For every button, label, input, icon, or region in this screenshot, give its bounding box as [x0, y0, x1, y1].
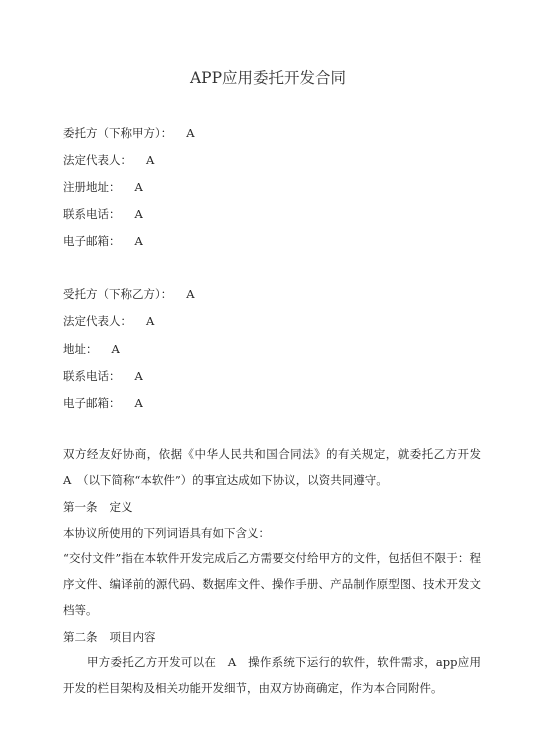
client-label: 委托方（下称甲方）： [63, 126, 173, 140]
client-address-label: 注册地址： [63, 180, 121, 194]
contractor-address-label: 地址： [63, 342, 98, 356]
contract-title: APP应用委托开发合同 [189, 69, 347, 87]
article2-body: 甲方委托乙方开发可以在 A 操作系统下运行的软件，软件需求，app应用开发的栏目架构及相关功能开发细节，由双方协商确定，作为本合同附件。 [63, 655, 481, 695]
article1-intro: 本协议所使用的下列词语具有如下含义： [63, 526, 270, 540]
article2-number: 第二条 [63, 630, 98, 644]
article2-heading [63, 630, 156, 645]
contractor-line [63, 287, 195, 302]
contractor-email-label: 电子邮箱： [63, 396, 121, 410]
contractor-phone-value: A [134, 369, 143, 383]
client-phone-value: A [134, 207, 143, 221]
contractor-label: 受托方（下称乙方）： [63, 287, 173, 301]
client-rep-value: A [146, 153, 155, 167]
client-value: A [186, 126, 195, 140]
intro-paragraph: 双方经友好协商，依据《中华人民共和国合同法》的有关规定，就委托乙方开发 A （以下简称“本软件”）的事宜达成如下协议，以资共同遵守。 [63, 447, 493, 487]
client-email-label: 电子邮箱： [63, 234, 121, 248]
client-address-line [63, 180, 143, 195]
contractor-rep-label: 法定代表人： [63, 314, 132, 328]
article1-title: 定义 [109, 500, 133, 514]
contractor-phone-label: 联系电话： [63, 369, 121, 383]
client-email-value: A [134, 234, 143, 248]
client-email-line [63, 234, 143, 249]
client-rep-label: 法定代表人： [63, 153, 132, 167]
contractor-rep-line [63, 314, 154, 329]
client-line [63, 126, 195, 141]
contractor-email-line [63, 396, 143, 411]
client-phone-line [63, 207, 143, 222]
client-rep-line [63, 153, 154, 168]
article2-title: 项目内容 [109, 630, 156, 644]
article1-number: 第一条 [63, 500, 98, 514]
client-address-value: A [134, 180, 143, 194]
contractor-email-value: A [134, 396, 143, 410]
contractor-address-value: A [111, 342, 120, 356]
contractor-value: A [186, 287, 195, 301]
article1-heading [63, 500, 133, 515]
contractor-rep-value: A [146, 314, 155, 328]
article1-definition: “交付文件”指在本软件开发完成后乙方需要交付给甲方的文件，包括但不限于：程序文件、编译前的源代码、数据库文件、操作手册、产品制作原型图、技术开发文档等。 [63, 551, 481, 617]
contractor-phone-line [63, 369, 143, 384]
client-phone-label: 联系电话： [63, 207, 121, 221]
contractor-address-line [63, 342, 120, 357]
